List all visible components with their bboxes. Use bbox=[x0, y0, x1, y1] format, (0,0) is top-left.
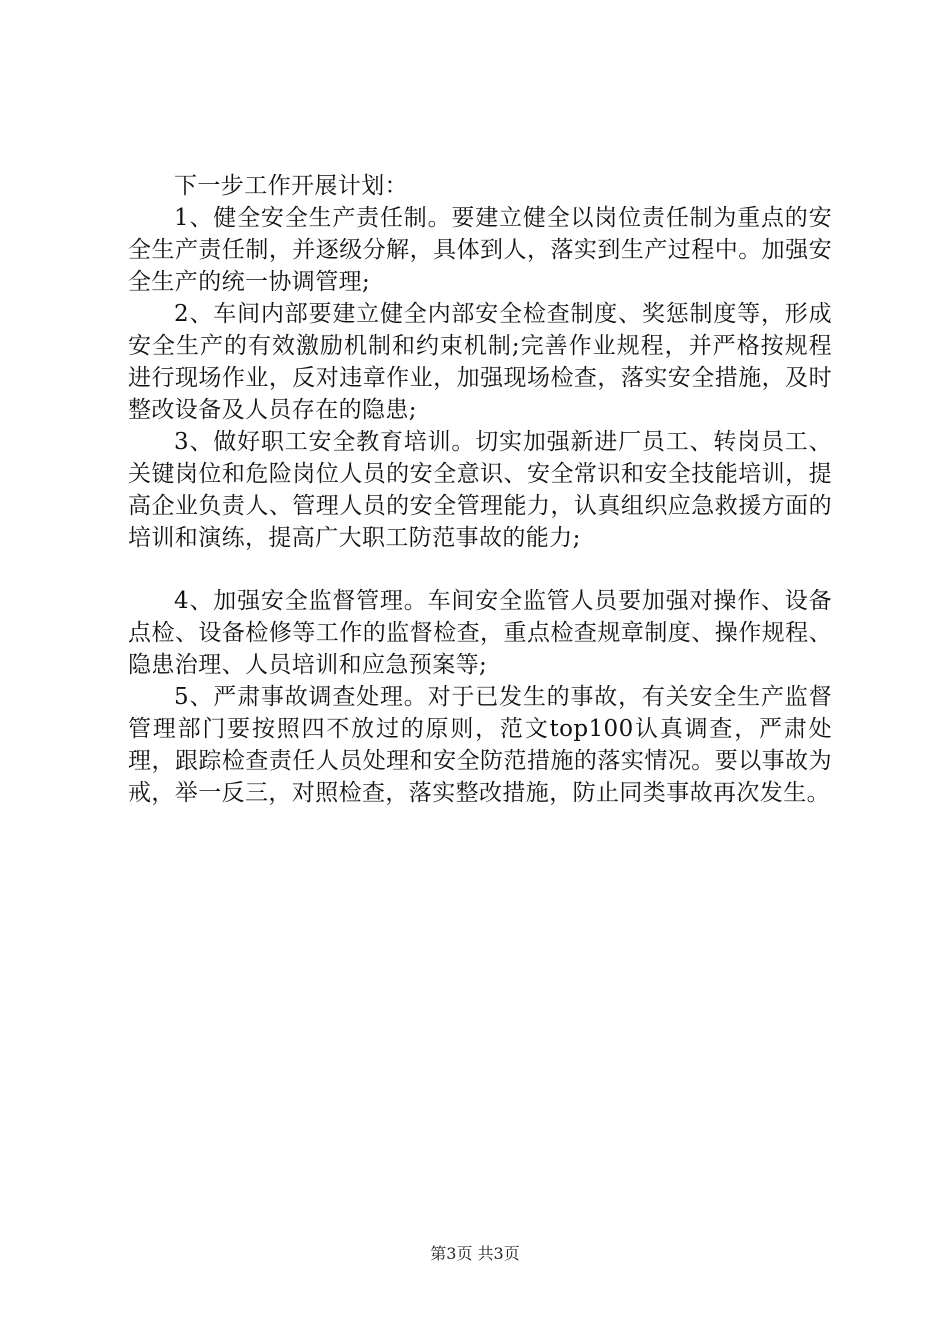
plan-item-5: 5、严肃事故调查处理。对于已发生的事故，有关安全生产监督管理部门要按照四不放过的原则，范文top100认真调查，严肃处理，跟踪检查责任人员处理和安全防范措施的落实情况。要以事故为戒，举一反三，对照检查，落实整改措施，防止同类事故再次发生。 bbox=[128, 684, 832, 806]
plan-item-4: 4、加强安全监督管理。车间安全监管人员要加强对操作、设备点检、设备检修等工作的监督检查，重点检查规章制度、操作规程、隐患治理、人员培训和应急预案等; bbox=[128, 588, 832, 678]
plan-item-3: 3、做好职工安全教育培训。切实加强新进厂员工、转岗员工、关键岗位和危险岗位人员的安全意识、安全常识和安全技能培训，提高企业负责人、管理人员的安全管理能力，认真组织应急救援方面的培训和演练，提高广大职工防范事故的能力; bbox=[128, 429, 832, 551]
page-footer: 第3页 共3页 bbox=[430, 1244, 520, 1263]
plan-item-2: 2、车间内部要建立健全内部安全检查制度、奖惩制度等，形成安全生产的有效激励机制和约束机制;完善作业规程，并严格按规程进行现场作业，反对违章作业，加强现场检查，落实安全措施，及时整改设备及人员存在的隐患; bbox=[128, 301, 832, 423]
section-heading: 下一步工作开展计划： bbox=[174, 173, 408, 199]
plan-item-1: 1、健全安全生产责任制。要建立健全以岗位责任制为重点的安全生产责任制，并逐级分解，具体到人，落实到生产过程中。加强安全生产的统一协调管理; bbox=[128, 205, 832, 295]
document-body bbox=[128, 170, 832, 809]
